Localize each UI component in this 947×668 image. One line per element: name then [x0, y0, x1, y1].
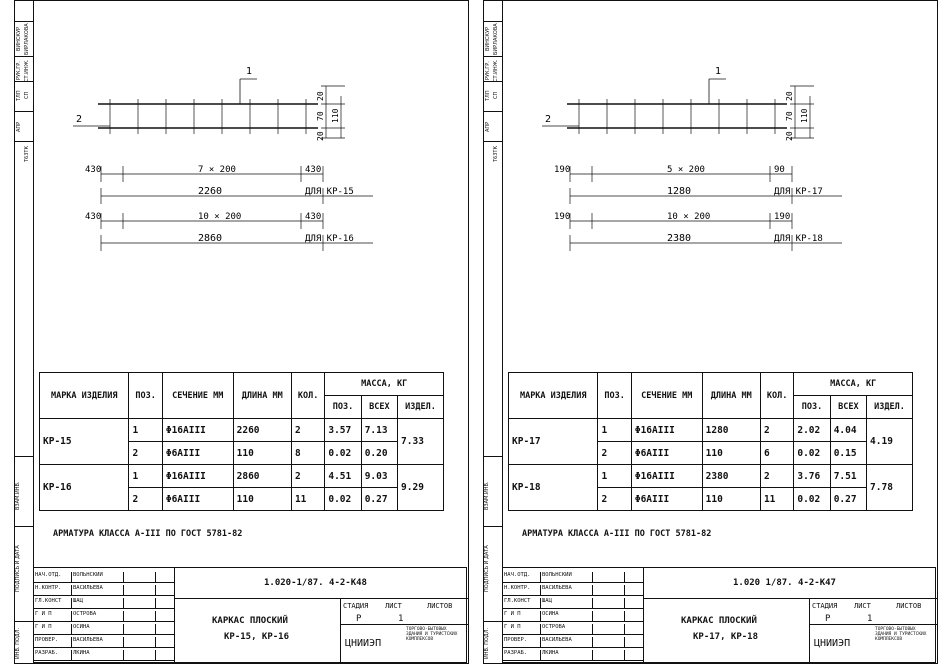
cell-ma1: 7.13	[361, 419, 397, 442]
section-dimension: 20	[316, 131, 325, 141]
organization-subtitle: ТОРГОВО-БЫТОВЫХ ЗДАНИЯ И ТУРИСТСКИХ КОМПЛЕКСОВ	[406, 627, 458, 642]
margin-stamp-strip	[484, 1, 503, 663]
block-divider	[643, 568, 644, 662]
cell-q1: 2	[291, 419, 324, 442]
dimension-middle: 10 × 200	[198, 212, 242, 222]
document-code: 1.020-1/87. 4-2-К48	[264, 578, 367, 588]
signature-cell	[124, 598, 156, 608]
cell-p2: 2	[129, 488, 162, 511]
margin-label: ВЗАМ.ИНВ.	[484, 481, 490, 511]
staff-name: ШАЦ	[72, 598, 124, 608]
staff-name: ВАСИЛЬЕВА	[541, 637, 593, 647]
staff-row	[34, 624, 174, 635]
block-divider	[174, 568, 175, 662]
staff-row	[34, 611, 174, 622]
stamp-label: СТ.ИНЖ.	[24, 59, 30, 82]
cell-l2: 110	[702, 442, 760, 465]
cell-p1: 1	[598, 465, 631, 488]
header-mass: МАССА, КГ	[794, 373, 913, 396]
drawing-subtitle: КР-15, КР-16	[224, 632, 290, 642]
margin-label: ПОДПИСЬ И ДАТА	[15, 545, 21, 592]
table-row	[509, 419, 913, 442]
header-mark: МАРКА ИЗДЕЛИЯ	[40, 373, 129, 419]
header-mass-all: ВСЕХ	[361, 396, 397, 419]
staff-role: Г И П	[503, 624, 541, 634]
header-qty: КОЛ.	[291, 373, 324, 419]
section-dimension: 20	[785, 91, 794, 101]
item-mass-cell: 7.33	[398, 419, 444, 465]
stamp-label: АПР	[16, 121, 22, 133]
mark-cell: КР-18	[509, 465, 598, 511]
drawing-title: КАРКАС ПЛОСКИЙ	[681, 616, 757, 626]
drawing-sheet-left	[14, 0, 469, 664]
signature-cell	[593, 637, 625, 647]
margin-label: ИНВ. ПОДЛ.	[15, 627, 21, 659]
signature-cell	[593, 611, 625, 621]
cell-l2: 110	[233, 488, 291, 511]
cell-s2: Φ6AIII	[631, 442, 702, 465]
staff-name: ОСИНА	[541, 611, 593, 621]
staff-role: РАЗРАБ.	[34, 650, 72, 660]
total-length: 2260	[198, 186, 223, 197]
stage-value-0: Р	[356, 614, 362, 624]
cell-mp1: 2.02	[794, 419, 830, 442]
section-dimension: 110	[800, 108, 809, 123]
block-divider	[174, 598, 468, 599]
staff-role: ГЛ.КОНСТ	[503, 598, 541, 608]
signature-cell	[124, 637, 156, 647]
cell-mp2: 0.02	[325, 442, 361, 465]
staff-row	[503, 585, 643, 596]
title-block	[33, 567, 467, 663]
cell-mp2: 0.02	[794, 488, 830, 511]
stamp-divider	[15, 21, 33, 22]
item-mass-cell: 7.78	[867, 465, 913, 511]
staff-row	[34, 637, 174, 648]
signature-cell	[593, 585, 625, 595]
cell-p1: 1	[598, 419, 631, 442]
item-mass-cell: 4.19	[867, 419, 913, 465]
dimension-left: 190	[554, 212, 571, 222]
cell-s2: Φ6AIII	[162, 442, 233, 465]
dimension-middle: 10 × 200	[667, 212, 711, 222]
stamp-divider	[484, 21, 502, 22]
stage-value-1: 1	[867, 614, 873, 624]
cell-ma1: 7.51	[830, 465, 866, 488]
cell-mp2: 0.02	[794, 442, 830, 465]
header-pos: ПОЗ.	[129, 373, 162, 419]
stage-header-0: СТАДИЯ	[812, 602, 838, 610]
stamp-divider	[15, 111, 33, 112]
cell-l1: 2860	[233, 465, 291, 488]
staff-role: Г И П	[34, 624, 72, 634]
margin-label: ВЗАМ.ИНВ.	[15, 481, 21, 511]
position-label-2: 2	[545, 114, 552, 125]
total-length: 2860	[198, 233, 223, 244]
cell-s1: Φ16AIII	[631, 419, 702, 442]
dimension-right: 90	[774, 165, 785, 175]
header-length: ДЛИНА ММ	[702, 373, 760, 419]
stage-header-2: ЛИСТОВ	[896, 602, 922, 610]
staff-name: ВАСИЛЬЕВА	[72, 637, 124, 647]
block-divider	[643, 598, 937, 599]
dimension-left: 430	[85, 212, 102, 222]
cell-l2: 110	[702, 488, 760, 511]
cell-mp1: 3.57	[325, 419, 361, 442]
reinforcement-note: АРМАТУРА КЛАССА A-III ПО ГОСТ 5781-82	[53, 529, 243, 539]
specification-table	[508, 372, 913, 511]
cell-l1: 1280	[702, 419, 760, 442]
position-label-1: 1	[246, 66, 253, 77]
header-length: ДЛИНА ММ	[233, 373, 291, 419]
mark-cell: КР-17	[509, 419, 598, 465]
stamp-label: РУК.ГР.	[16, 61, 22, 80]
staff-name: ОСИНА	[72, 624, 124, 634]
dimension-right: 430	[305, 212, 322, 222]
stamp-label: СТ.ИНЖ.	[493, 59, 499, 82]
dimension-right: 430	[305, 165, 322, 175]
block-divider	[340, 624, 468, 625]
title-block	[502, 567, 936, 663]
signature-cell	[124, 572, 156, 582]
header-section: СЕЧЕНИЕ ММ	[162, 373, 233, 419]
header-section: СЕЧЕНИЕ ММ	[631, 373, 702, 419]
header-mass-all: ВСЕХ	[830, 396, 866, 419]
cell-ma1: 9.03	[361, 465, 397, 488]
cell-l1: 2380	[702, 465, 760, 488]
signature-cell	[124, 650, 156, 660]
drawing-sheet-right	[483, 0, 938, 664]
organization-name: ЦНИИЭП	[345, 638, 382, 649]
stage-value-0: Р	[825, 614, 831, 624]
cell-s1: Φ16AIII	[162, 419, 233, 442]
staff-name: ВАСИЛЬЕВА	[541, 585, 593, 595]
length-for-mark: ДЛЯ КР-16	[305, 234, 354, 244]
reinforcement-note: АРМАТУРА КЛАССА A-III ПО ГОСТ 5781-82	[522, 529, 712, 539]
stamp-label: ВИНСКУР	[485, 26, 491, 52]
staff-row	[34, 572, 174, 583]
length-for-mark: ДЛЯ КР-17	[774, 187, 823, 197]
staff-name: ОСТРОВА	[72, 611, 124, 621]
document-code: 1.020 1/87. 4-2-К47	[733, 578, 836, 588]
signature-cell	[593, 572, 625, 582]
signature-cell	[593, 650, 625, 660]
block-divider	[809, 624, 937, 625]
reinforcement-drawing	[33, 1, 470, 361]
dimension-middle: 5 × 200	[667, 165, 705, 175]
section-dimension: 70	[316, 111, 325, 121]
cell-ma1: 4.04	[830, 419, 866, 442]
block-divider	[340, 598, 341, 664]
stamp-label: ТЛП	[16, 90, 22, 101]
cell-l2: 110	[233, 442, 291, 465]
signature-cell	[593, 598, 625, 608]
stamp-label: ТЛП	[485, 90, 491, 101]
cell-ma2: 0.27	[361, 488, 397, 511]
stamp-label: БИРЛАКОВА	[24, 23, 30, 55]
stamp-label: Т63ТК	[24, 145, 30, 162]
staff-row	[34, 585, 174, 596]
drawing-subtitle: КР-17, КР-18	[693, 632, 759, 642]
cell-q1: 2	[760, 419, 793, 442]
cell-q1: 2	[291, 465, 324, 488]
block-divider	[809, 598, 810, 664]
header-mass-pos: ПОЗ.	[794, 396, 830, 419]
stamp-label: РУК.ГР.	[485, 61, 491, 80]
cell-mp1: 3.76	[794, 465, 830, 488]
organization-name: ЦНИИЭП	[814, 638, 851, 649]
staff-row	[503, 637, 643, 648]
drawing-title: КАРКАС ПЛОСКИЙ	[212, 616, 288, 626]
cell-ma2: 0.20	[361, 442, 397, 465]
reinforcement-drawing	[502, 1, 939, 361]
signature-cell	[124, 585, 156, 595]
dimension-middle: 7 × 200	[198, 165, 236, 175]
staff-role: ПРОВЕР.	[34, 637, 72, 647]
cell-p1: 1	[129, 465, 162, 488]
cell-s2: Φ6AIII	[162, 488, 233, 511]
stage-header-1: ЛИСТ	[854, 602, 871, 610]
stamp-label: АПР	[485, 121, 491, 133]
cell-p1: 1	[129, 419, 162, 442]
stamp-label: СП	[24, 91, 30, 100]
margin-label: ПОДПИСЬ И ДАТА	[484, 545, 490, 592]
dimension-right: 190	[774, 212, 791, 222]
staff-role: РАЗРАБ.	[503, 650, 541, 660]
staff-row	[503, 598, 643, 609]
cell-s2: Φ6AIII	[631, 488, 702, 511]
staff-row	[503, 611, 643, 622]
header-mass-pos: ПОЗ.	[325, 396, 361, 419]
section-dimension: 70	[785, 111, 794, 121]
header-mass-item: ИЗДЕЛ.	[398, 396, 444, 419]
staff-role: Г И П	[503, 611, 541, 621]
staff-row	[34, 598, 174, 609]
cell-ma2: 0.15	[830, 442, 866, 465]
header-mark: МАРКА ИЗДЕЛИЯ	[509, 373, 598, 419]
stamp-divider	[15, 56, 33, 57]
staff-role: Н.КОНТР.	[34, 585, 72, 595]
specification-table	[39, 372, 444, 511]
table-row	[40, 419, 444, 442]
cell-s1: Φ16AIII	[631, 465, 702, 488]
stamp-label: СП	[493, 91, 499, 100]
position-label-2: 2	[76, 114, 83, 125]
stage-value-1: 1	[398, 614, 404, 624]
margin-label: ИНВ. ПОДЛ.	[484, 627, 490, 659]
mark-cell: КР-15	[40, 419, 129, 465]
staff-name: ОСТРОВА	[541, 624, 593, 634]
position-label-1: 1	[715, 66, 722, 77]
header-mass: МАССА, КГ	[325, 373, 444, 396]
table-row	[40, 465, 444, 488]
section-dimension: 20	[785, 131, 794, 141]
staff-role: ГЛ.КОНСТ	[34, 598, 72, 608]
header-pos: ПОЗ.	[598, 373, 631, 419]
organization-subtitle: ТОРГОВО-БЫТОВЫХ ЗДАНИЯ И ТУРИСТСКИХ КОМПЛЕКСОВ	[875, 627, 927, 642]
staff-role: Н.КОНТР.	[503, 585, 541, 595]
stamp-label: ВИНСКУР	[16, 26, 22, 52]
section-dimension: 20	[316, 91, 325, 101]
dimension-left: 430	[85, 165, 102, 175]
cell-q2: 11	[760, 488, 793, 511]
staff-name: ЛКИНА	[541, 650, 593, 660]
stage-header-1: ЛИСТ	[385, 602, 402, 610]
staff-name: ВАСИЛЬЕВА	[72, 585, 124, 595]
item-mass-cell: 9.29	[398, 465, 444, 511]
staff-role: НАЧ.ОТД.	[34, 572, 72, 582]
staff-row	[503, 572, 643, 583]
cell-s1: Φ16AIII	[162, 465, 233, 488]
stamp-label: БИРЛАКОВА	[493, 23, 499, 55]
dimension-left: 190	[554, 165, 571, 175]
staff-row	[503, 624, 643, 635]
staff-row	[503, 650, 643, 661]
margin-stamp-strip	[15, 1, 34, 663]
cell-mp2: 0.02	[325, 488, 361, 511]
cell-mp1: 4.51	[325, 465, 361, 488]
cell-p2: 2	[598, 488, 631, 511]
stamp-label: Т63ТК	[493, 145, 499, 162]
table-row	[509, 465, 913, 488]
cell-l1: 2260	[233, 419, 291, 442]
staff-name: ШАЦ	[541, 598, 593, 608]
cell-q2: 6	[760, 442, 793, 465]
header-qty: КОЛ.	[760, 373, 793, 419]
cell-p2: 2	[129, 442, 162, 465]
signature-cell	[124, 624, 156, 634]
staff-role: ПРОВЕР.	[503, 637, 541, 647]
cell-ma2: 0.27	[830, 488, 866, 511]
staff-name: ВОЛЬНСКИЙ	[541, 572, 593, 582]
cell-q1: 2	[760, 465, 793, 488]
signature-cell	[124, 611, 156, 621]
cell-p2: 2	[598, 442, 631, 465]
mark-cell: КР-16	[40, 465, 129, 511]
staff-role: Г И П	[34, 611, 72, 621]
staff-name: ВОЛЬНСКИЙ	[72, 572, 124, 582]
staff-name: ЛКИНА	[72, 650, 124, 660]
section-dimension: 110	[331, 108, 340, 123]
staff-role: НАЧ.ОТД.	[503, 572, 541, 582]
stage-header-2: ЛИСТОВ	[427, 602, 453, 610]
total-length: 2380	[667, 233, 692, 244]
length-for-mark: ДЛЯ КР-15	[305, 187, 354, 197]
stamp-divider	[484, 56, 502, 57]
stage-header-0: СТАДИЯ	[343, 602, 369, 610]
total-length: 1280	[667, 186, 692, 197]
stamp-divider	[484, 111, 502, 112]
header-mass-item: ИЗДЕЛ.	[867, 396, 913, 419]
staff-row	[34, 650, 174, 661]
cell-q2: 11	[291, 488, 324, 511]
signature-cell	[593, 624, 625, 634]
cell-q2: 8	[291, 442, 324, 465]
length-for-mark: ДЛЯ КР-18	[774, 234, 823, 244]
